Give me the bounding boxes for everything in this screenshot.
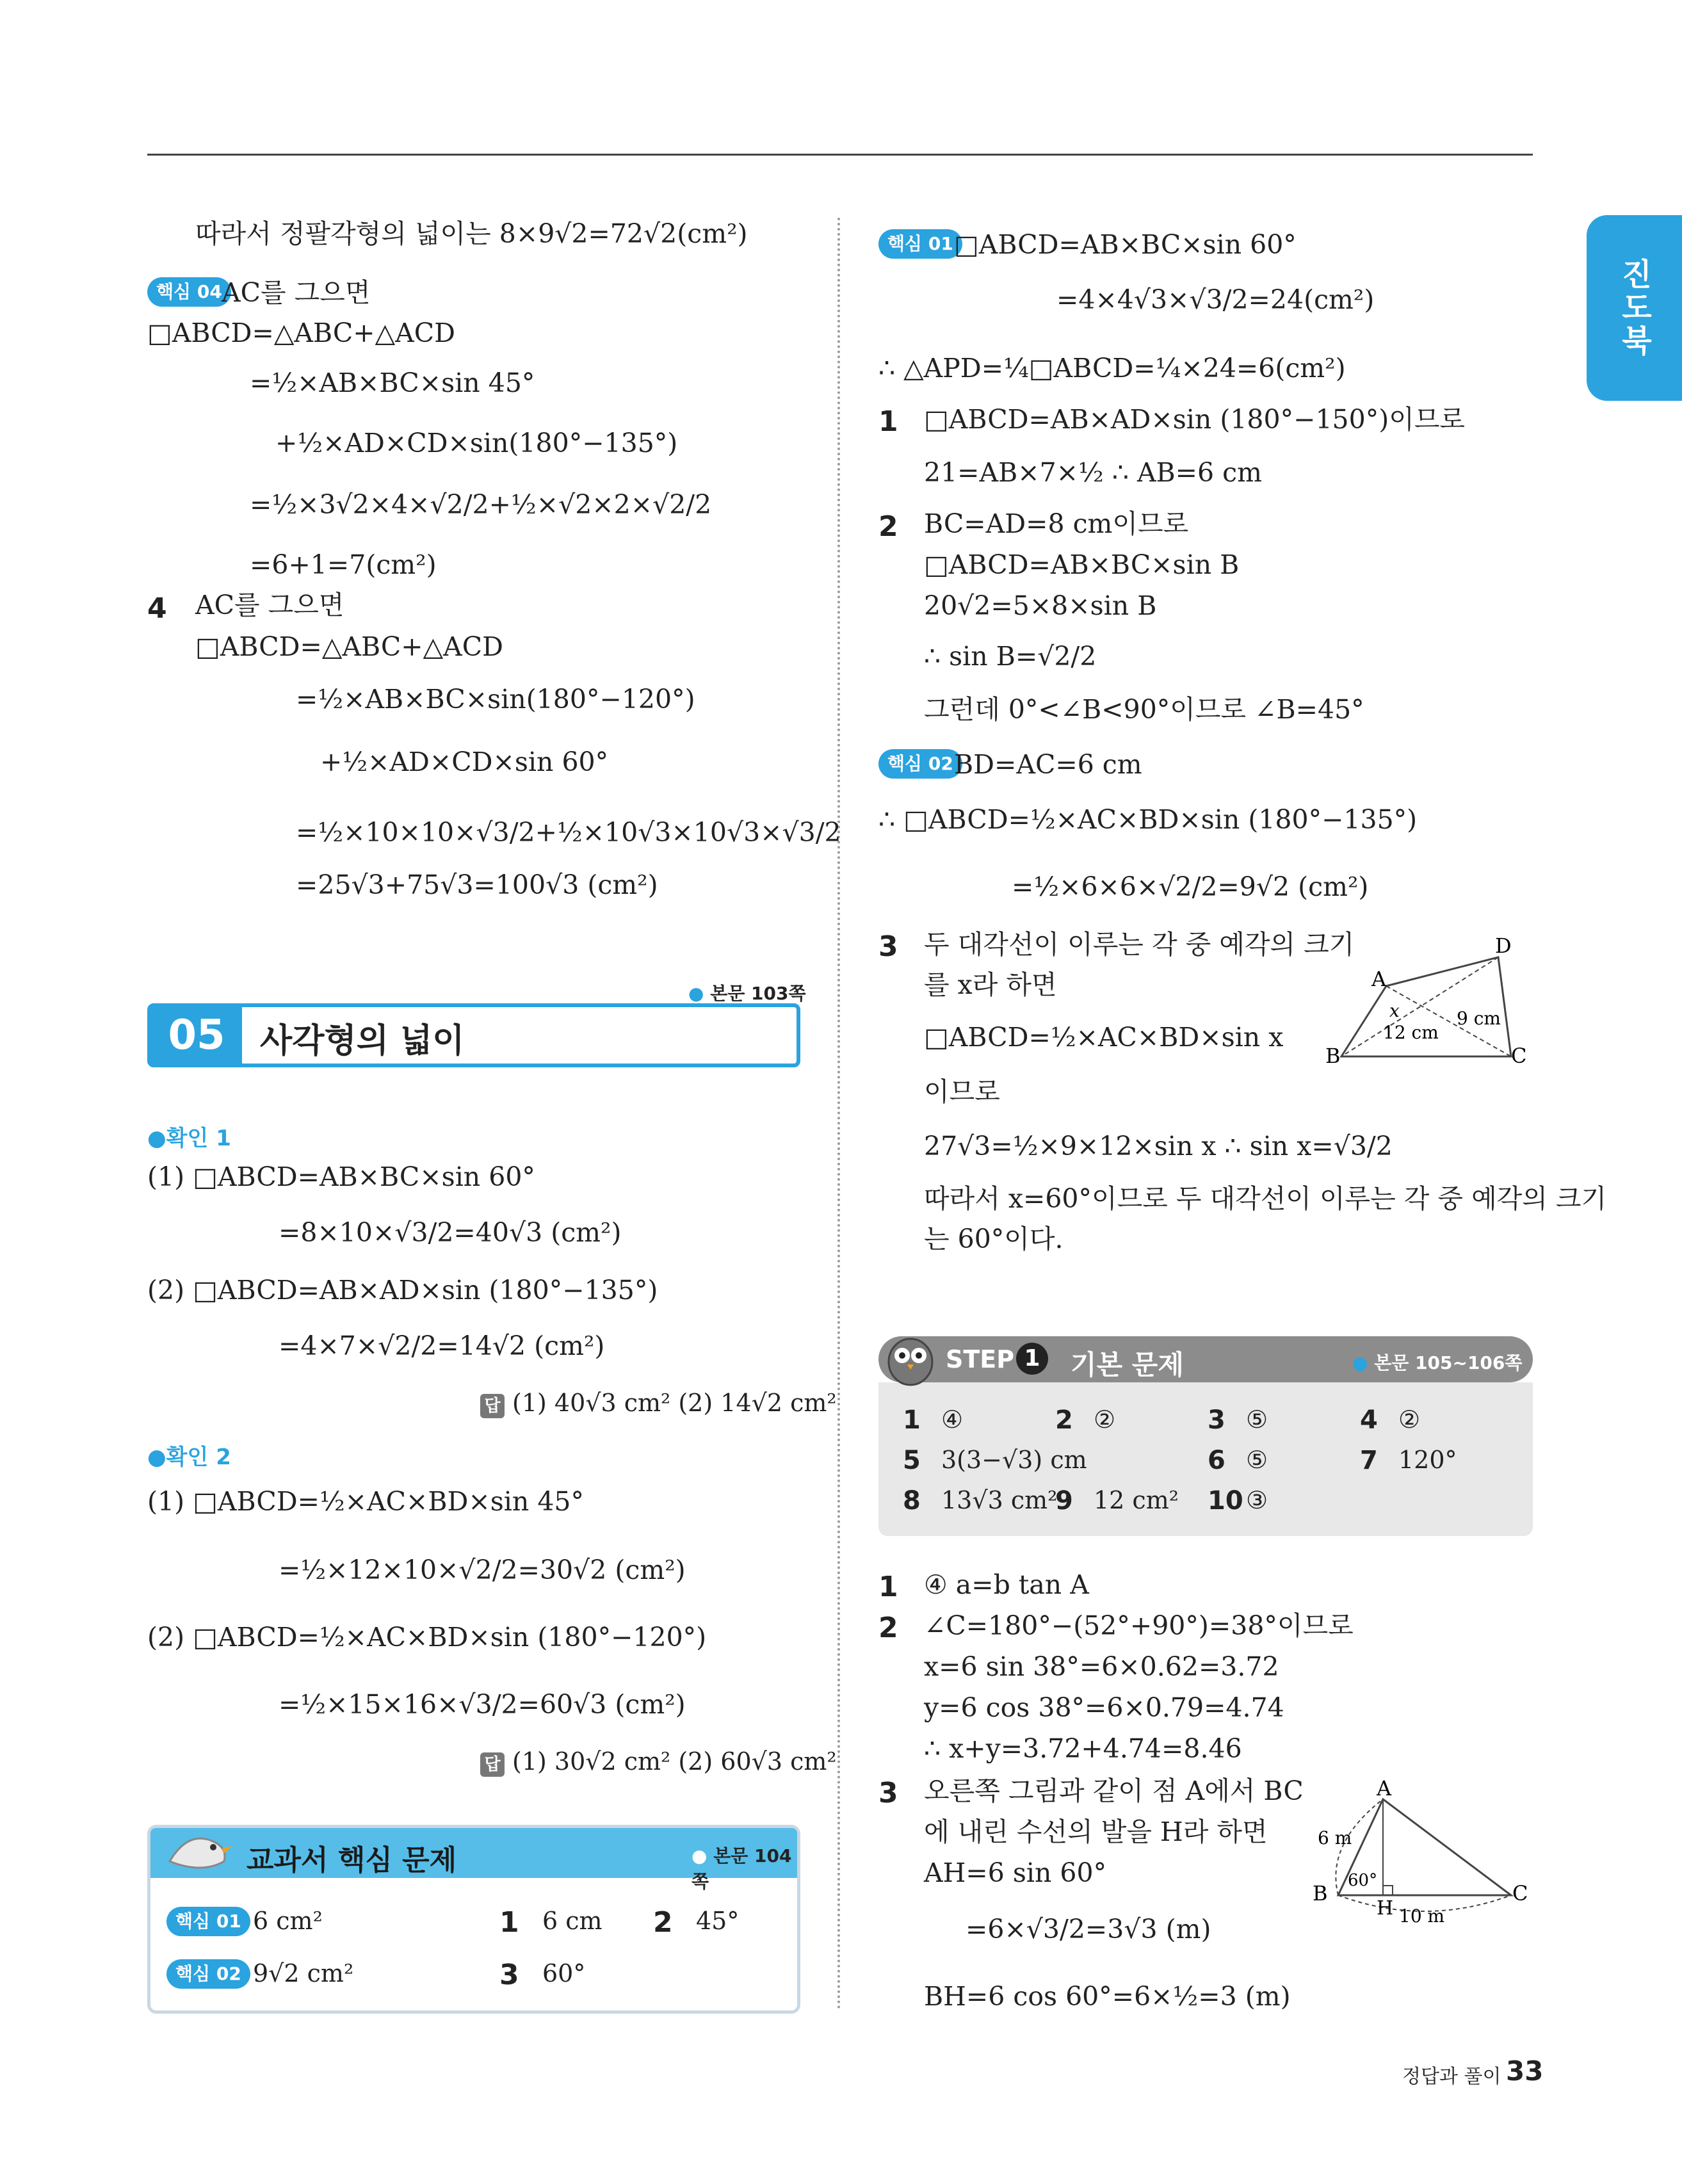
owl-icon (882, 1327, 939, 1389)
s3-l5: BH=6 cos 60°=6×½=3 (m) (924, 1981, 1291, 2012)
step-answer: 13√3 cm² (941, 1486, 1058, 1514)
check2-label-text: 확인 2 (166, 1444, 231, 1470)
s3-l3: AH=6 sin 60° (924, 1857, 1107, 1888)
q1-l2: 21=AB×7×½ ∴ AB=6 cm (924, 457, 1262, 488)
q1-l1: □ABCD=AB×AD×sin (180°−150°)이므로 (924, 404, 1466, 435)
q4-l4: +½×AD×CD×sin 60° (320, 747, 609, 777)
core-item-badge: 핵심 01 (166, 1907, 250, 1936)
label-B: B (1325, 1044, 1341, 1068)
s2-l4: ∴ x+y=3.72+4.74=8.46 (924, 1733, 1242, 1764)
q2-l2: □ABCD=AB×BC×sin B (924, 549, 1240, 580)
column-divider (837, 218, 840, 2010)
s3-l2: 에 내린 수선의 발을 H라 하면 (924, 1816, 1268, 1847)
step-answer: 120° (1398, 1446, 1457, 1474)
side-tab (1587, 215, 1682, 401)
q2-l1: BC=AD=8 cm이므로 (924, 508, 1189, 539)
q4-l3: =½×AB×BC×sin(180°−120°) (296, 684, 695, 715)
q3-l2: 를 x라 하면 (924, 969, 1057, 1000)
step-answer: 3(3−√3) cm (941, 1446, 1087, 1474)
label-C: C (1512, 1881, 1528, 1905)
label-6m: 6 m (1318, 1827, 1352, 1848)
triangle-figure (1313, 1780, 1537, 1934)
c02-l3: =½×6×6×√2/2=9√2 (cm²) (1012, 871, 1369, 902)
step-answer: ④ (941, 1405, 964, 1434)
answer-tag: 답 (480, 1752, 505, 1777)
c02-l1: BD=AC=6 cm (954, 749, 1142, 780)
q1-num: 1 (878, 405, 898, 438)
c2-l2: =½×12×10×√2/2=30√2 (cm²) (279, 1555, 686, 1585)
step-answer-num: 8 (903, 1486, 921, 1516)
c2-l4: =½×15×16×√3/2=60√3 (cm²) (279, 1689, 686, 1720)
core-item-value: 9√2 cm² (253, 1959, 354, 1987)
step-header (878, 1336, 1533, 1382)
c02-l2: ∴ □ABCD=½×AC×BD×sin (180°−135°) (878, 804, 1418, 835)
q4-l1: AC를 그으면 (195, 590, 344, 620)
q3-l7: 는 60°이다. (924, 1224, 1063, 1254)
label-60deg: 60° (1348, 1871, 1378, 1890)
top-rule (147, 154, 1533, 156)
left-line-1: 따라서 정팔각형의 넓이는 8×9√2=72√2(cm²) (195, 218, 748, 249)
core-item-badge: 핵심 02 (166, 1959, 250, 1989)
step-answer-num: 1 (903, 1405, 921, 1435)
section-header (147, 1003, 800, 1067)
s2-l1: ∠C=180°−(52°+90°)=38°이므로 (924, 1610, 1354, 1641)
side-tab-label: 진도북 (1616, 258, 1652, 358)
c1-l4: =4×7×√2/2=14√2 (cm²) (279, 1331, 605, 1361)
q4-l2: □ABCD=△ABC+△ACD (195, 631, 503, 662)
core-item-value: 6 cm² (253, 1907, 323, 1935)
c1-answer-text: (1) 40√3 cm² (2) 14√2 cm² (512, 1389, 837, 1417)
ref-103-text: 본문 103쪽 (710, 983, 806, 1004)
label-B: B (1313, 1881, 1328, 1905)
step-answer-num: 10 (1208, 1486, 1243, 1516)
step-answer: 12 cm² (1094, 1486, 1179, 1514)
q3-l4: 이므로 (924, 1076, 1000, 1107)
section-title: 사각형의 넓이 (260, 1022, 465, 1060)
step-title: 기본 문제 (1071, 1349, 1184, 1380)
q4-num: 4 (147, 592, 167, 625)
q2-num: 2 (878, 510, 898, 543)
core01-badge: 핵심 01 (878, 229, 962, 259)
s1-num: 1 (878, 1571, 898, 1603)
s1-l1: ④ a=b tan A (924, 1569, 1089, 1600)
core04-l2: □ABCD=△ABC+△ACD (147, 318, 455, 348)
quadrilateral-figure (1325, 935, 1537, 1072)
q3-num: 3 (878, 930, 898, 963)
core-num: 1 (499, 1906, 519, 1939)
s3-num: 3 (878, 1777, 898, 1809)
check1-label-text: 확인 1 (166, 1126, 231, 1151)
core-num-value: 60° (542, 1959, 586, 1987)
q4-l5: =½×10×10×√3/2+½×10√3×10√3×√3/2 (296, 817, 841, 848)
step-answer: ⑤ (1246, 1405, 1268, 1434)
core-panel-title: 교과서 핵심 문제 (247, 1844, 457, 1877)
q2-l3: 20√2=5×8×sin B (924, 590, 1157, 621)
step-number: 1 (1016, 1343, 1048, 1375)
answer-tag: 답 (480, 1394, 505, 1418)
q2-l5: 그런데 0°<∠B<90°이므로 ∠B=45° (924, 694, 1364, 725)
s2-l2: x=6 sin 38°=6×0.62=3.72 (924, 1651, 1279, 1682)
ref-103: ● 본문 103쪽 (688, 983, 806, 1004)
label-A: A (1377, 1780, 1392, 1800)
core-problems-panel (147, 1825, 800, 2014)
q4-l6: =25√3+75√3=100√3 (cm²) (296, 870, 658, 900)
step-answer-num: 6 (1208, 1446, 1225, 1475)
bird-icon (163, 1816, 234, 1881)
s2-l3: y=6 cos 38°=6×0.79=4.74 (924, 1692, 1284, 1723)
q2-l4: ∴ sin B=√2/2 (924, 641, 1097, 672)
step-answer-num: 9 (1055, 1486, 1073, 1516)
label-9cm: 9 cm (1457, 1008, 1501, 1029)
core04-l4: +½×AD×CD×sin(180°−135°) (275, 428, 678, 458)
label-C: C (1511, 1044, 1527, 1068)
step-answer-num: 7 (1360, 1446, 1378, 1475)
r-l1: □ABCD=AB×BC×sin 60° (954, 229, 1297, 260)
section-number: 05 (151, 1007, 242, 1064)
core-num-value: 45° (696, 1907, 740, 1935)
q3-l6: 따라서 x=60°이므로 두 대각선이 이루는 각 중 예각의 크기 (924, 1183, 1607, 1214)
core-num: 3 (499, 1959, 519, 1991)
s3-l4: =6×√3/2=3√3 (m) (966, 1914, 1211, 1945)
check1-label: ●확인 1 (147, 1126, 231, 1151)
label-x: x (1389, 1000, 1400, 1021)
label-H: H (1377, 1897, 1394, 1920)
core04-badge: 핵심 04 (147, 277, 231, 307)
step-answer: ② (1094, 1405, 1116, 1434)
step-answer-num: 3 (1208, 1405, 1225, 1435)
core02-badge: 핵심 02 (878, 749, 962, 779)
c1-l2: =8×10×√3/2=40√3 (cm²) (279, 1217, 622, 1248)
c1-answer (480, 1391, 837, 1418)
core04-l6: =6+1=7(cm²) (250, 549, 437, 580)
r-l3: ∴ △APD=¼□ABCD=¼×24=6(cm²) (878, 353, 1346, 384)
ref-104: ● 본문 104쪽 (691, 1845, 792, 1892)
step-answer-num: 2 (1055, 1405, 1073, 1435)
ref-104-text: 본문 104쪽 (691, 1845, 792, 1892)
check2-label: ●확인 2 (147, 1444, 231, 1470)
c1-l1: (1) □ABCD=AB×BC×sin 60° (147, 1161, 535, 1192)
step-answer: ③ (1246, 1486, 1268, 1514)
step-answer: ⑤ (1246, 1446, 1268, 1474)
step-answer-num: 5 (903, 1446, 921, 1475)
q3-l1: 두 대각선이 이루는 각 중 예각의 크기 (924, 929, 1355, 960)
label-12cm: 12 cm (1383, 1022, 1439, 1043)
core04-line: AC를 그으면 (222, 277, 371, 308)
c1-l3: (2) □ABCD=AB×AD×sin (180°−135°) (147, 1275, 658, 1306)
q3-l3: □ABCD=½×AC×BD×sin x (924, 1022, 1284, 1053)
core04-l5: =½×3√2×4×√2/2+½×√2×2×√2/2 (250, 489, 712, 520)
step-answer-num: 4 (1360, 1405, 1378, 1435)
label-10m: 10 m (1399, 1905, 1445, 1927)
footer-label: 정답과 풀이 (1402, 2066, 1501, 2088)
c2-answer-text: (1) 30√2 cm² (2) 60√3 cm² (512, 1747, 837, 1776)
core04-l3: =½×AB×BC×sin 45° (250, 368, 535, 398)
q3-l5: 27√3=½×9×12×sin x ∴ sin x=√3/2 (924, 1131, 1393, 1161)
label-D: D (1495, 935, 1512, 958)
s3-l1: 오른쪽 그림과 같이 점 A에서 BC (924, 1776, 1304, 1806)
core-num-value: 6 cm (542, 1907, 602, 1935)
c2-l3: (2) □ABCD=½×AC×BD×sin (180°−120°) (147, 1622, 707, 1653)
step-answer: ② (1398, 1405, 1421, 1434)
c2-l1: (1) □ABCD=½×AC×BD×sin 45° (147, 1486, 584, 1517)
core-num: 2 (653, 1906, 673, 1939)
s2-num: 2 (878, 1612, 898, 1644)
core-panel-header (150, 1828, 797, 1892)
ref-105: ● 본문 105~106쪽 (1352, 1352, 1523, 1373)
step-label: STEP (946, 1345, 1015, 1373)
r-l2: =4×4√3×√3/2=24(cm²) (1056, 284, 1375, 315)
label-A: A (1371, 967, 1387, 991)
page-number: 33 (1506, 2055, 1544, 2087)
ref-105-text: 본문 105~106쪽 (1374, 1352, 1523, 1373)
c2-answer (480, 1749, 837, 1777)
